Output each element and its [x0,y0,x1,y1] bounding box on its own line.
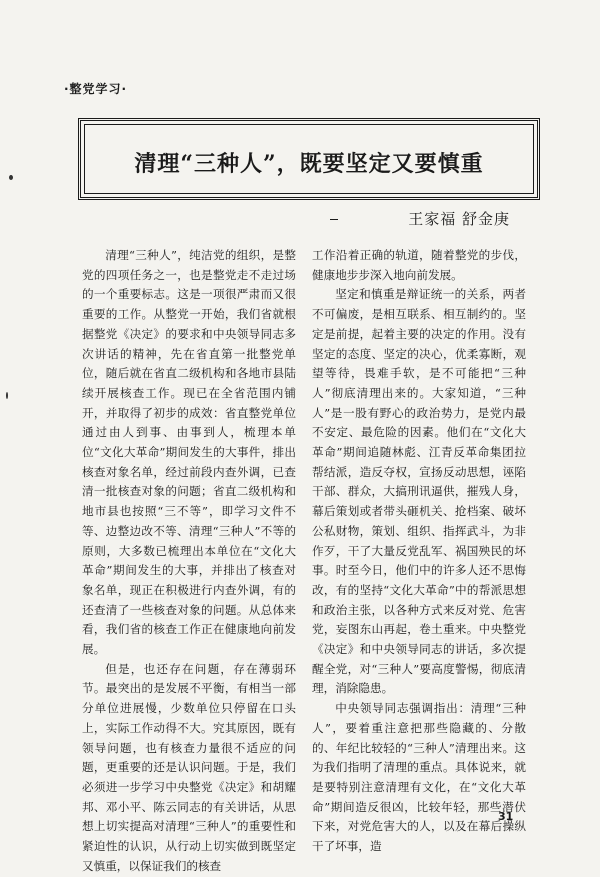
page-number: 31 [498,810,514,823]
title-frame [78,118,540,200]
scan-speck [6,392,8,399]
paragraph: 但是，也还存在问题，存在薄弱环节。最突出的是发展不平衡，有相当一部分单位进展慢，少数单位只停留在口头上，实际工作动得不大。究其原因，既有领导问题，也有核查力量很不适应的问题，更重要的还是认识问题。于是，我们必须进一步学习中央整党《决定》和胡耀邦、邓小平、陈云同志的有关讲话，从思想上切实提高对清理“三种人”的重要性和紧迫性的认识，从行动上切实做到既坚定又慎重，以保证我们的核查 [82,661,296,873]
article-authors: 王家福 舒金庚 [408,210,510,228]
left-column [82,246,296,877]
paragraph: 坚定和慎重是辩证统一的关系，两者不可偏废，是相互联系、相互制约的。坚定是前提，起着主要的决定的作用。没有坚定的态度、坚定的决心，优柔寡断，观望等待，畏难手软，是不可能把“三种人”彻底清理出来的。大家知道，“三种人”是一股有野心的政治势力，是党内最不安定、最危险的因素。他们在“文化大革命”期间追随林彪、江青反革命集团拉帮结派，造反夺权，宣扬反动思想，诬陷干部、群众，大搞刑讯逼供，摧残人身，幕后策划或者带头砸机关、抢档案、破坏公私财物，策划、组织、指挥武斗，为非作歹，干了大量反党乱军、祸国殃民的坏事。时至今日，他们中的许多人还不思悔改，有的坚持“文化大革命”中的帮派思想和政治主张，以各种方式来反对党、危害党，妄图东山再起，卷土重来。中央整党《决定》和中央领导同志的讲话，多次提醒全党，对“三种人”要高度警惕，彻底清理，消除隐患。 [312,287,526,696]
scan-speck [9,175,13,180]
paragraph: 中央领导同志强调指出：清理“三种人”，要着重注意把那些隐藏的、分散的、年纪比较轻的“三种人”清理出来。这为我们指明了清理的重点。具体说来，就是要特别注意清理有文化，在“文化大革命”期间造反很凶，比较年轻，那些潜伏下来，对党危害大的人，以及在幕后操纵干了坏事，造 [312,701,526,854]
byline-rule [330,219,338,220]
paragraph: 清理“三种人”，纯洁党的组织，是整党的四项任务之一，也是整党走不走过场的一个重要标志。这是一项很严肃而又很重要的工作。从整党一开始，我们省就根据整党《决定》的要求和中央领导同志多次讲话的精神，先在省直第一批整党单位，随后就在省直二级机构和各地市县陆续开展核查工作。现已在全省范围内铺开，并取得了初步的成效：省直整党单位通过由人到事、由事到人，梳理本单位“文化大革命”期间发生的大事件，排出核查对象名单，经过前段内查外调，已查清一批核查对象的问题；省直二级机构和地市县也按照“三不等”，即学习文件不等、边整边改不等、清理“三种人”不等的原则，大多数已梳理出本单位在“文化大革命”期间发生的大事，并排出了核查对象名单，现正在积极进行内查外调，有的还查清了一些核查对象的问题。从总体来看，我们省的核查工作正在健康地向前发展。 [82,248,296,657]
paragraph: 工作沿着正确的轨道，随着整党的步伐，健康地步步深入地向前发展。 [312,248,526,282]
right-column [312,246,526,857]
article-title: 清理“三种人”，既要坚定又要慎重 [134,151,484,177]
section-tag: ·整党学习· [64,82,128,96]
